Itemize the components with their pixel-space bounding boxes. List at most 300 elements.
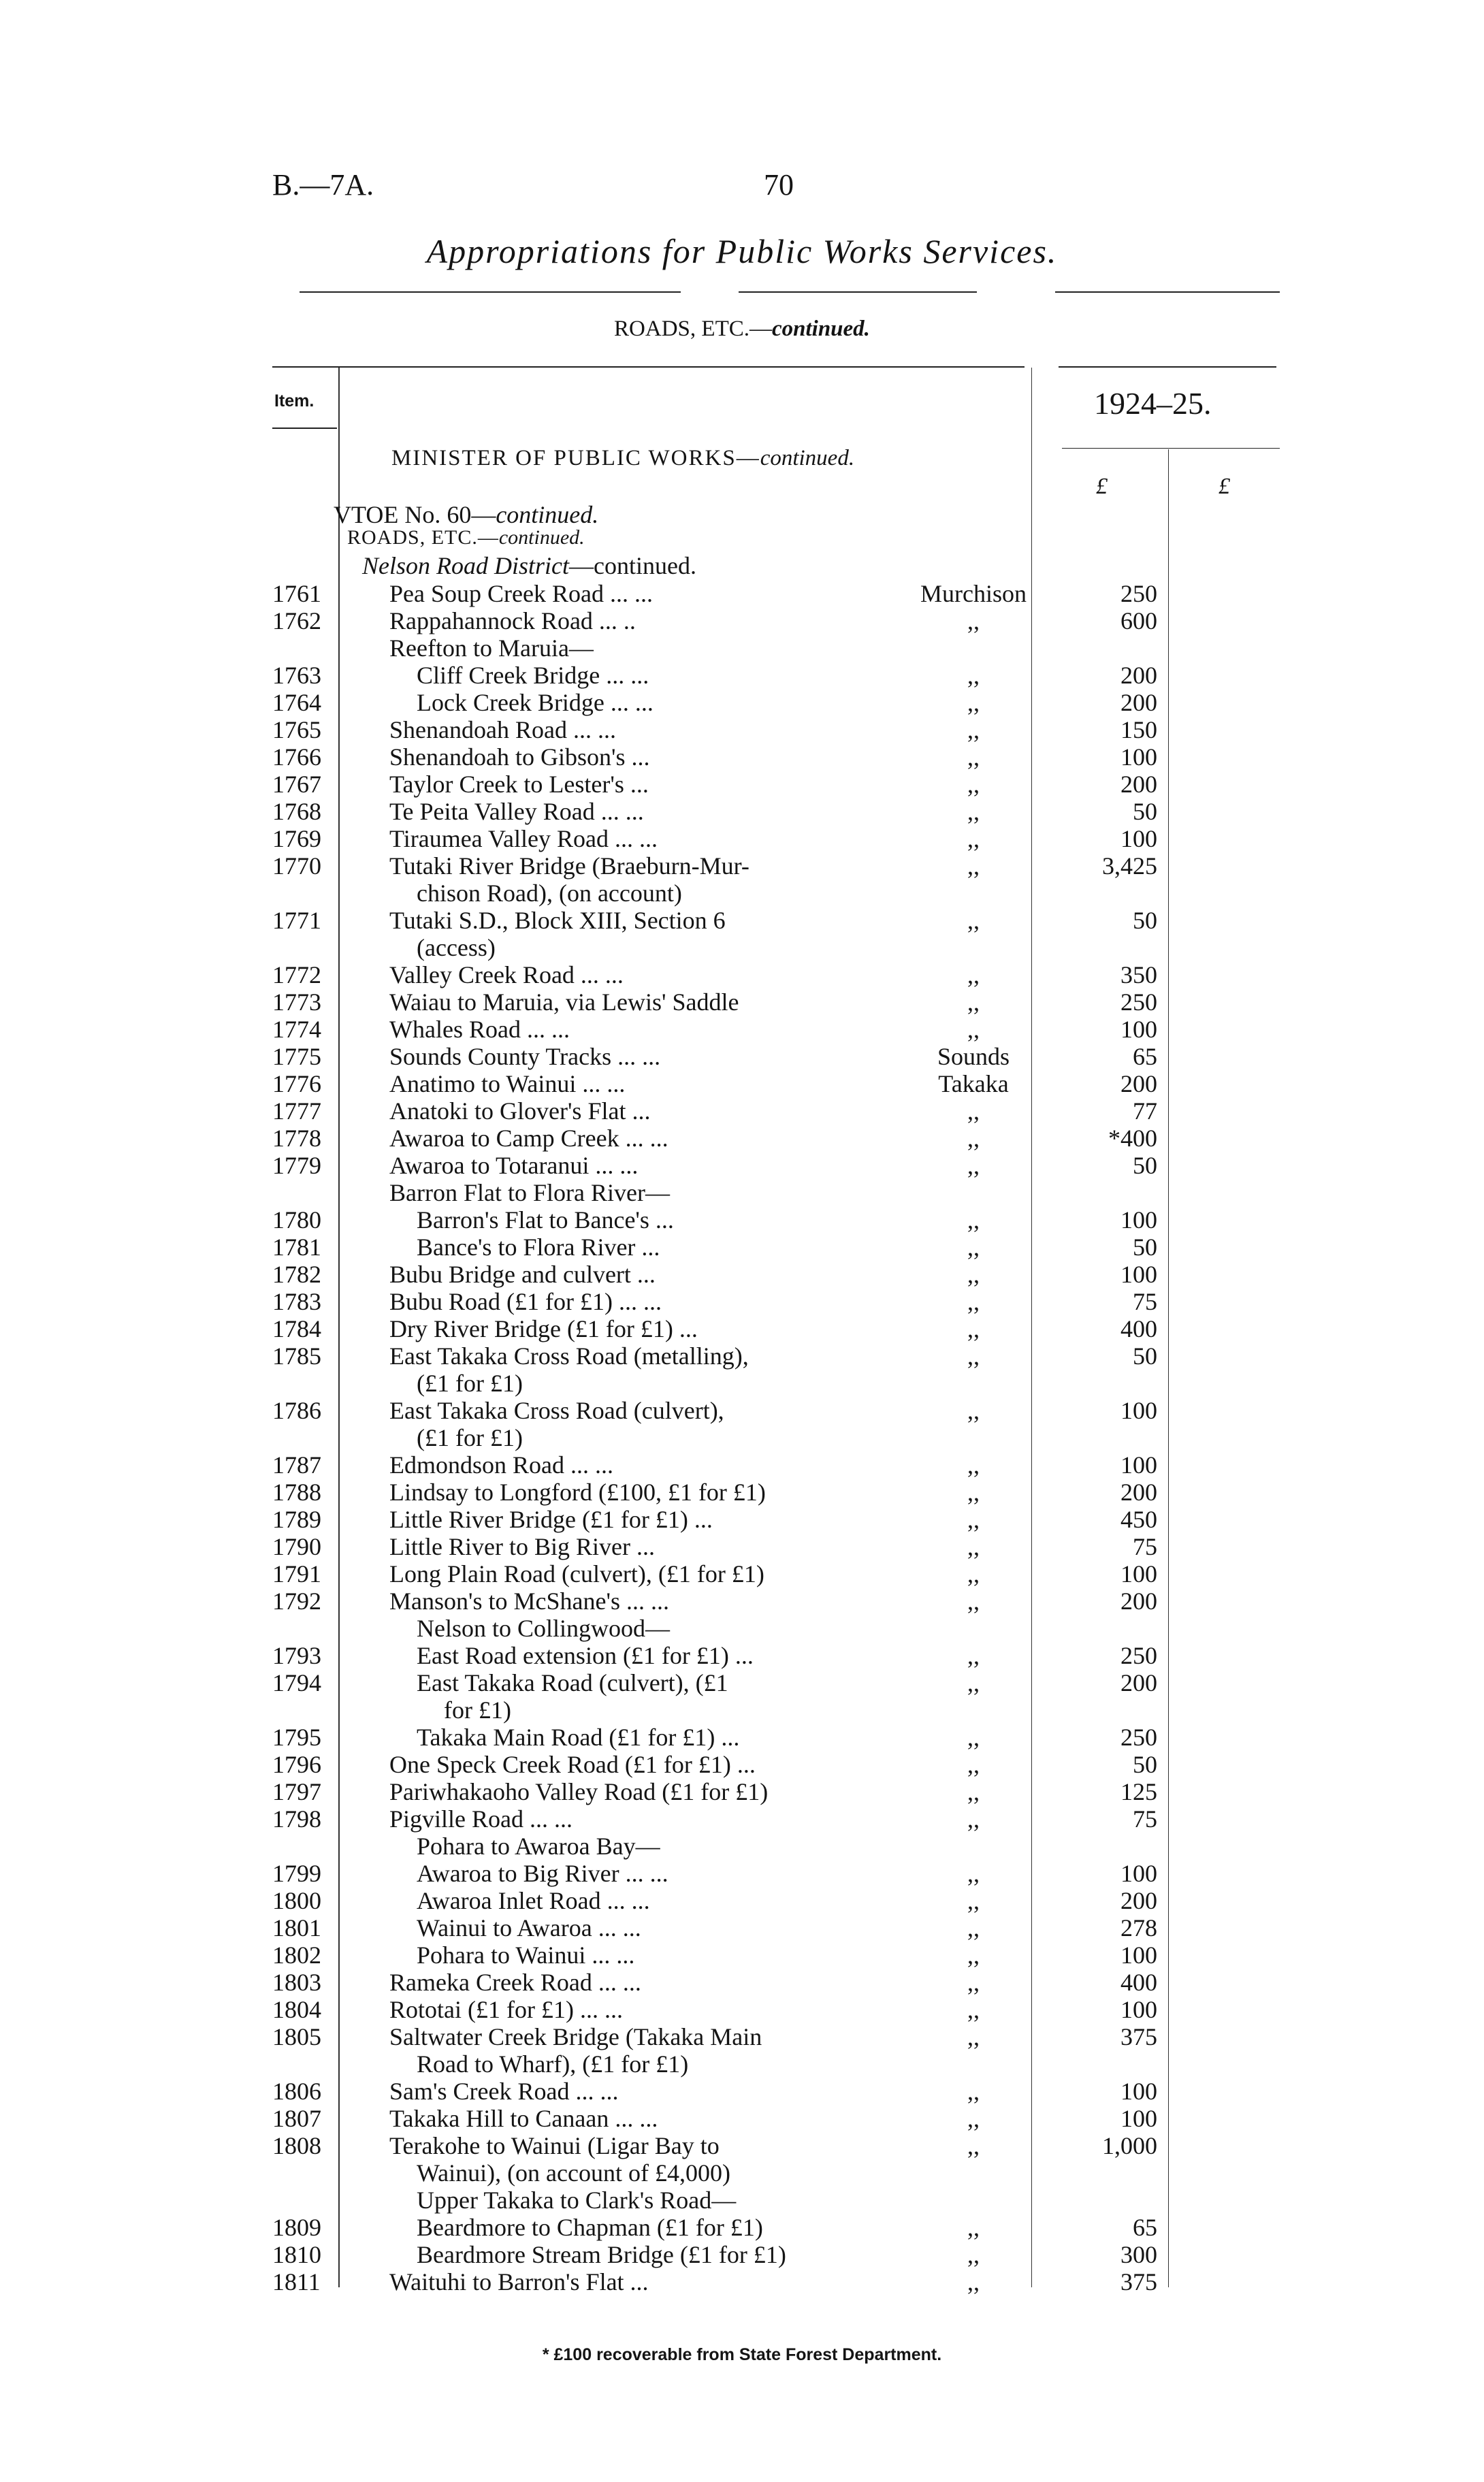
road-name: Pohara to Awaroa Bay— [417, 1833, 660, 1860]
table-row [0, 825, 1484, 852]
road-name: Sounds County Tracks ... ... [389, 1043, 661, 1070]
amount: 350 [1120, 961, 1157, 988]
district-name: ,, [967, 1315, 980, 1342]
road-name: Upper Takaka to Clark's Road— [417, 2187, 737, 2214]
district-name: ,, [967, 1724, 980, 1751]
amount: 100 [1120, 1397, 1157, 1424]
item-number: 1789 [272, 1506, 321, 1533]
district-name: ,, [967, 1642, 980, 1669]
roads-continued-heading [347, 526, 585, 549]
district-name: ,, [967, 2023, 980, 2050]
road-name: (access) [417, 934, 496, 961]
district-name: ,, [967, 1016, 980, 1043]
amount: 200 [1120, 1587, 1157, 1615]
item-number: 1774 [272, 1016, 321, 1043]
road-name: Nelson to Collingwood— [417, 1615, 671, 1642]
table-row [0, 2023, 1484, 2050]
item-number: 1787 [272, 1451, 321, 1479]
item-number: 1807 [272, 2105, 321, 2132]
road-name: Bance's to Flora River ... [417, 1234, 660, 1261]
road-name: Pea Soup Creek Road ... ... [389, 580, 653, 607]
district-name: ,, [967, 1125, 980, 1152]
district-name: ,, [967, 1397, 980, 1424]
table-row [0, 934, 1484, 961]
item-number: 1788 [272, 1479, 321, 1506]
item-number: 1802 [272, 1941, 321, 1969]
amount: 100 [1120, 743, 1157, 771]
district-name: ,, [967, 907, 980, 934]
item-number: 1784 [272, 1315, 321, 1342]
table-row [0, 1370, 1484, 1397]
appropriations-table [0, 580, 1484, 2295]
item-number: 1797 [272, 1778, 321, 1805]
table-row [0, 2187, 1484, 2214]
table-row [0, 1479, 1484, 1506]
road-name: One Speck Creek Road (£1 for £1) ... [389, 1751, 756, 1778]
district-name: ,, [967, 1451, 980, 1479]
district-name: ,, [967, 1669, 980, 1696]
district-rest: —continued. [569, 552, 696, 579]
district-name: ,, [967, 1860, 980, 1887]
road-name: Manson's to McShane's ... ... [389, 1587, 669, 1615]
item-number: 1779 [272, 1152, 321, 1179]
item-number: 1790 [272, 1533, 321, 1560]
road-name: Pigville Road ... ... [389, 1805, 572, 1833]
district-name: ,, [967, 689, 980, 716]
road-name: Awaroa to Big River ... ... [417, 1860, 668, 1887]
road-name: Takaka Hill to Canaan ... ... [389, 2105, 658, 2132]
table-row [0, 1397, 1484, 1424]
district-name: ,, [967, 2241, 980, 2268]
road-name: Reefton to Maruia— [389, 634, 594, 662]
amount: 200 [1120, 1479, 1157, 1506]
road-name: East Road extension (£1 for £1) ... [417, 1642, 754, 1669]
district-name: ,, [967, 1506, 980, 1533]
table-row [0, 1261, 1484, 1288]
district-name: ,, [967, 1533, 980, 1560]
table-top-rule-left [272, 366, 1025, 368]
item-number: 1792 [272, 1587, 321, 1615]
amount: 100 [1120, 1560, 1157, 1587]
amount: 150 [1120, 716, 1157, 743]
amount: 65 [1133, 2214, 1157, 2241]
amount: 75 [1133, 1288, 1157, 1315]
item-number: 1775 [272, 1043, 321, 1070]
amount: 50 [1133, 907, 1157, 934]
item-number: 1765 [272, 716, 321, 743]
amount: 100 [1120, 2078, 1157, 2105]
district-name: ,, [967, 2105, 980, 2132]
table-row [0, 852, 1484, 880]
table-row [0, 1833, 1484, 1860]
table-row [0, 1451, 1484, 1479]
road-name: Rototai (£1 for £1) ... ... [389, 1996, 623, 2023]
item-number: 1793 [272, 1642, 321, 1669]
table-row [0, 1887, 1484, 1914]
road-name: Sam's Creek Road ... ... [389, 2078, 619, 2105]
item-number: 1782 [272, 1261, 321, 1288]
road-name: Terakohe to Wainui (Ligar Bay to [389, 2132, 720, 2159]
road-name: East Takaka Cross Road (metalling), [389, 1342, 749, 1370]
amount: 3,425 [1102, 852, 1157, 880]
table-row [0, 1097, 1484, 1125]
table-row [0, 2050, 1484, 2078]
table-row [0, 1560, 1484, 1587]
pound-symbol-1: £ [1096, 474, 1108, 499]
vote-italic: continued. [496, 501, 599, 528]
item-number: 1794 [272, 1669, 321, 1696]
district-name: ,, [967, 1587, 980, 1615]
district-name: ,, [967, 1479, 980, 1506]
item-number: 1783 [272, 1288, 321, 1315]
road-name: Beardmore to Chapman (£1 for £1) [417, 2214, 763, 2241]
road-name: Lock Creek Bridge ... ... [417, 689, 654, 716]
column-header-year: 1924–25. [1094, 386, 1212, 421]
road-name: Shenandoah to Gibson's ... [389, 743, 650, 771]
amount: 250 [1120, 580, 1157, 607]
amount: 75 [1133, 1533, 1157, 1560]
item-number: 1766 [272, 743, 321, 771]
amount: 200 [1120, 1669, 1157, 1696]
district-name: ,, [967, 2078, 980, 2105]
table-row [0, 1969, 1484, 1996]
table-row [0, 662, 1484, 689]
road-name: Beardmore Stream Bridge (£1 for £1) [417, 2241, 786, 2268]
table-row [0, 1206, 1484, 1234]
amount: 200 [1120, 662, 1157, 689]
road-name: Bubu Road (£1 for £1) ... ... [389, 1288, 662, 1315]
amount: 1,000 [1102, 2132, 1157, 2159]
district-name: ,, [967, 1560, 980, 1587]
district-name: ,, [967, 771, 980, 798]
road-name: Rappahannock Road ... .. [389, 607, 636, 634]
road-name: Pohara to Wainui ... ... [417, 1941, 635, 1969]
title-rule-right [1055, 291, 1280, 293]
amount: 278 [1120, 1914, 1157, 1941]
district-name: ,, [967, 1805, 980, 1833]
amount: 77 [1133, 1097, 1157, 1125]
table-row [0, 1914, 1484, 1941]
amount: 100 [1120, 1261, 1157, 1288]
item-number: 1808 [272, 2132, 321, 2159]
item-number: 1803 [272, 1969, 321, 1996]
table-row [0, 743, 1484, 771]
amount: 200 [1120, 1887, 1157, 1914]
roads-main: ROADS, ETC.— [347, 526, 499, 549]
amount: 50 [1133, 798, 1157, 825]
item-number: 1799 [272, 1860, 321, 1887]
district-name: ,, [967, 1097, 980, 1125]
vote-main: VTOE No. 60— [334, 501, 496, 528]
ministry-italic: continued. [760, 446, 855, 470]
district-name: ,, [967, 662, 980, 689]
road-name: Barron Flat to Flora River— [389, 1179, 670, 1206]
amount: 100 [1120, 1996, 1157, 2023]
roads-italic: continued. [498, 526, 585, 549]
item-number: 1796 [272, 1751, 321, 1778]
item-number: 1795 [272, 1724, 321, 1751]
table-row [0, 2105, 1484, 2132]
table-row [0, 1506, 1484, 1533]
item-number: 1810 [272, 2241, 321, 2268]
road-name: Wainui), (on account of £4,000) [417, 2159, 730, 2187]
amount: 200 [1120, 771, 1157, 798]
table-row [0, 907, 1484, 934]
item-number: 1780 [272, 1206, 321, 1234]
road-name: Bubu Bridge and culvert ... [389, 1261, 656, 1288]
page-number: 70 [764, 168, 794, 202]
amount: 200 [1120, 689, 1157, 716]
table-row [0, 1070, 1484, 1097]
district-name: Takaka [938, 1070, 1009, 1097]
road-name: chison Road), (on account) [417, 880, 682, 907]
district-name: ,, [967, 1996, 980, 2023]
table-row [0, 1996, 1484, 2023]
district-name: ,, [967, 607, 980, 634]
amount: 75 [1133, 1805, 1157, 1833]
table-row [0, 1860, 1484, 1887]
road-name: Waiau to Maruia, via Lewis' Saddle [389, 988, 739, 1016]
item-number: 1773 [272, 988, 321, 1016]
amount: 600 [1120, 607, 1157, 634]
road-name: Rameka Creek Road ... ... [389, 1969, 641, 1996]
table-row [0, 2241, 1484, 2268]
road-name: Pariwhakaoho Valley Road (£1 for £1) [389, 1778, 769, 1805]
amount: 50 [1133, 1234, 1157, 1261]
table-row [0, 1724, 1484, 1751]
page-title: Appropriations for Public Works Services. [426, 232, 1058, 270]
table-row [0, 1751, 1484, 1778]
road-name: Te Peita Valley Road ... ... [389, 798, 644, 825]
road-name: Tiraumea Valley Road ... ... [389, 825, 658, 852]
table-row [0, 1152, 1484, 1179]
table-row [0, 580, 1484, 607]
district-name: ,, [967, 1778, 980, 1805]
amount: 400 [1120, 1969, 1157, 1996]
road-name: Whales Road ... ... [389, 1016, 570, 1043]
district-name: ,, [967, 2214, 980, 2241]
page-ref: B.—7A. [272, 168, 374, 202]
amount: 400 [1120, 1315, 1157, 1342]
item-number: 1804 [272, 1996, 321, 2023]
road-name: Road to Wharf), (£1 for £1) [417, 2050, 689, 2078]
district-main: Nelson Road District [362, 552, 569, 579]
table-row [0, 2268, 1484, 2295]
amount: 65 [1133, 1043, 1157, 1070]
district-name: ,, [967, 1261, 980, 1288]
table-row [0, 1424, 1484, 1451]
district-name: ,, [967, 1206, 980, 1234]
table-row [0, 1125, 1484, 1152]
item-number: 1771 [272, 907, 321, 934]
table-row [0, 1234, 1484, 1261]
road-name: (£1 for £1) [417, 1370, 523, 1397]
amount: 100 [1120, 825, 1157, 852]
table-row [0, 1342, 1484, 1370]
table-row [0, 1941, 1484, 1969]
district-name: ,, [967, 1887, 980, 1914]
amount: 100 [1120, 2105, 1157, 2132]
title-rule-left [300, 291, 681, 293]
item-number: 1791 [272, 1560, 321, 1587]
district-name: ,, [967, 2132, 980, 2159]
table-row [0, 1179, 1484, 1206]
road-name: Shenandoah Road ... ... [389, 716, 616, 743]
road-name: Dry River Bridge (£1 for £1) ... [389, 1315, 698, 1342]
table-row [0, 1642, 1484, 1669]
amount: 450 [1120, 1506, 1157, 1533]
column-header-item: Item. [274, 391, 314, 410]
item-number: 1761 [272, 580, 321, 607]
header-bottom-rule [272, 428, 337, 429]
table-row [0, 634, 1484, 662]
vote-heading [334, 500, 598, 529]
amount: 375 [1120, 2268, 1157, 2295]
table-row [0, 1778, 1484, 1805]
item-number: 1786 [272, 1397, 321, 1424]
item-number: 1801 [272, 1914, 321, 1941]
ministry-heading [391, 446, 854, 471]
amount: 300 [1120, 2241, 1157, 2268]
road-name: Valley Creek Road ... ... [389, 961, 624, 988]
table-row [0, 1805, 1484, 1833]
table-row [0, 961, 1484, 988]
table-row [0, 2078, 1484, 2105]
district-name: ,, [967, 1234, 980, 1261]
table-row [0, 1016, 1484, 1043]
district-name: ,, [967, 743, 980, 771]
district-name: ,, [967, 852, 980, 880]
year-bottom-rule [1062, 448, 1280, 449]
road-name: Waituhi to Barron's Flat ... [389, 2268, 649, 2295]
item-number: 1785 [272, 1342, 321, 1370]
district-name: ,, [967, 1969, 980, 1996]
table-row [0, 1288, 1484, 1315]
footnote: * £100 recoverable from State Forest Department. [542, 2345, 942, 2364]
district-name: ,, [967, 798, 980, 825]
road-name: for £1) [444, 1696, 511, 1724]
table-top-rule-right [1059, 366, 1276, 368]
table-row [0, 1615, 1484, 1642]
item-number: 1769 [272, 825, 321, 852]
district-name: ,, [967, 825, 980, 852]
table-row [0, 2159, 1484, 2187]
item-number: 1762 [272, 607, 321, 634]
district-name: ,, [967, 961, 980, 988]
road-name: Takaka Main Road (£1 for £1) ... [417, 1724, 740, 1751]
amount: 100 [1120, 1451, 1157, 1479]
road-name: Awaroa to Totaranui ... ... [389, 1152, 639, 1179]
road-name: Wainui to Awaroa ... ... [417, 1914, 641, 1941]
section-title-main: ROADS, ETC.— [614, 317, 772, 341]
item-number: 1767 [272, 771, 321, 798]
amount: 100 [1120, 1206, 1157, 1234]
table-row [0, 880, 1484, 907]
section-title-italic: continued. [771, 317, 870, 341]
table-row [0, 1315, 1484, 1342]
item-number: 1764 [272, 689, 321, 716]
table-row [0, 2132, 1484, 2159]
item-number: 1777 [272, 1097, 321, 1125]
road-name: Awaroa Inlet Road ... ... [417, 1887, 650, 1914]
road-name: Tutaki River Bridge (Braeburn-Mur- [389, 852, 749, 880]
table-row [0, 716, 1484, 743]
road-name: Long Plain Road (culvert), (£1 for £1) [389, 1560, 764, 1587]
amount: 250 [1120, 1642, 1157, 1669]
road-name: Little River Bridge (£1 for £1) ... [389, 1506, 713, 1533]
item-number: 1805 [272, 2023, 321, 2050]
amount: 100 [1120, 1016, 1157, 1043]
district-name: ,, [967, 2268, 980, 2295]
road-name: Little River to Big River ... [389, 1533, 655, 1560]
amount: 50 [1133, 1751, 1157, 1778]
district-name: ,, [967, 1342, 980, 1370]
amount: 125 [1120, 1778, 1157, 1805]
road-name: Awaroa to Camp Creek ... ... [389, 1125, 668, 1152]
item-number: 1781 [272, 1234, 321, 1261]
item-number: 1809 [272, 2214, 321, 2241]
amount: 50 [1133, 1152, 1157, 1179]
table-row [0, 1669, 1484, 1696]
item-number: 1772 [272, 961, 321, 988]
district-name: Sounds [937, 1043, 1010, 1070]
amount: 100 [1120, 1941, 1157, 1969]
table-row [0, 988, 1484, 1016]
item-number: 1798 [272, 1805, 321, 1833]
item-number: 1763 [272, 662, 321, 689]
amount: 250 [1120, 988, 1157, 1016]
amount: 375 [1120, 2023, 1157, 2050]
table-row [0, 689, 1484, 716]
district-name: ,, [967, 1914, 980, 1941]
road-name: Cliff Creek Bridge ... ... [417, 662, 649, 689]
amount: 100 [1120, 1860, 1157, 1887]
amount: 50 [1133, 1342, 1157, 1370]
table-row [0, 1587, 1484, 1615]
table-row [0, 1533, 1484, 1560]
table-row [0, 607, 1484, 634]
section-title [0, 317, 1484, 342]
amount: 250 [1120, 1724, 1157, 1751]
district-name: ,, [967, 1288, 980, 1315]
road-name: East Takaka Cross Road (culvert), [389, 1397, 724, 1424]
amount: *400 [1108, 1125, 1157, 1152]
ministry-main: MINISTER OF PUBLIC WORKS— [391, 446, 760, 470]
pound-symbol-2: £ [1219, 474, 1230, 499]
road-name: Lindsay to Longford (£100, £1 for £1) [389, 1479, 766, 1506]
item-number: 1806 [272, 2078, 321, 2105]
district-name: Murchison [920, 580, 1027, 607]
road-name: Saltwater Creek Bridge (Takaka Main [389, 2023, 762, 2050]
title-rule-mid [739, 291, 977, 293]
table-row [0, 2214, 1484, 2241]
item-number: 1776 [272, 1070, 321, 1097]
road-name: (£1 for £1) [417, 1424, 523, 1451]
road-name: Anatimo to Wainui ... ... [389, 1070, 626, 1097]
amount: 200 [1120, 1070, 1157, 1097]
road-name: Barron's Flat to Bance's ... [417, 1206, 674, 1234]
item-number: 1778 [272, 1125, 321, 1152]
item-number: 1770 [272, 852, 321, 880]
road-name: Taylor Creek to Lester's ... [389, 771, 649, 798]
table-row [0, 1043, 1484, 1070]
table-row [0, 1696, 1484, 1724]
road-name: Tutaki S.D., Block XIII, Section 6 [389, 907, 726, 934]
district-name: ,, [967, 716, 980, 743]
item-number: 1800 [272, 1887, 321, 1914]
district-name: ,, [967, 1152, 980, 1179]
district-name: ,, [967, 1751, 980, 1778]
